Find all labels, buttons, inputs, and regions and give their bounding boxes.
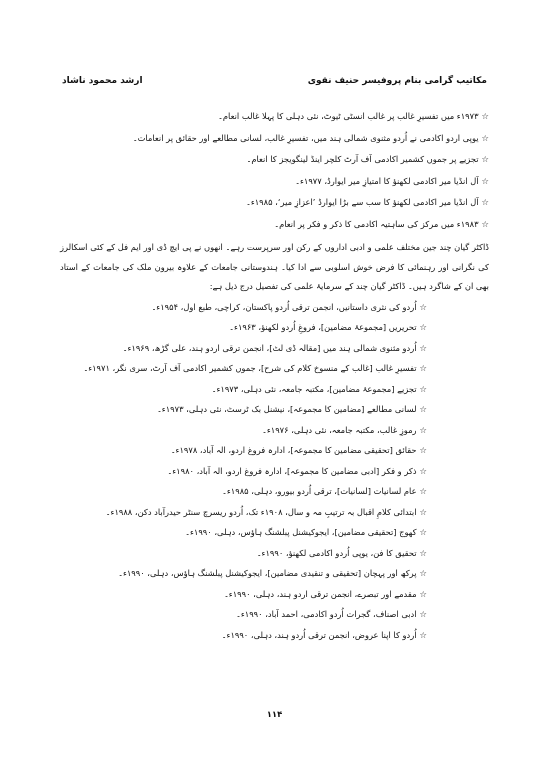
star-bullet-icon: ☆ [419,445,427,455]
running-header-author: ارشد محمود ناشاد [62,76,143,86]
list-item: ☆کھوج [تحقیقی مضامین]، ایجوکیشنل پبلشنگ ہاؤس، دہلی، ۱۹۹۰ء۔ [185,527,427,537]
works-list [60,297,489,646]
list-item: ☆ذکر و فکر [ادبی مضامین کا مجموعہ]، ادارہ فروغ اردو، الہ آباد، ۱۹۸۰ء۔ [167,465,427,476]
list-item: ☆اُردو کی نثری داستانیں، انجمن ترقی اُردو پاکستان، کراچی، طبع اول، ۱۹۵۴ء۔ [151,301,427,312]
star-bullet-icon: ☆ [419,506,427,517]
star-bullet-icon: ☆ [419,588,427,599]
list-item: ☆تحقیق کا فن، یوپی اُردو اکادمی لکھنؤ، ۱۹۹۰ء۔ [256,547,427,558]
list-item: ☆مقدمے اور تبصرے، انجمن ترقی اردو ہند، دہلی، ۱۹۹۰ء۔ [223,588,427,599]
star-bullet-icon: ☆ [419,301,427,312]
star-bullet-icon: ☆ [419,527,427,537]
list-item: ☆ادبی اصناف، گجرات اُردو اکادمی، احمد آباد، ۱۹۹۰ء۔ [235,609,427,619]
star-bullet-icon: ☆ [419,486,427,496]
star-bullet-icon: ☆ [419,404,427,414]
running-header-title: مکاتیب گرامی بنام پروفیسر حنیف نقوی [307,76,487,86]
star-bullet-icon: ☆ [419,547,427,558]
star-bullet-icon: ☆ [419,342,427,353]
list-item: ☆رموزِ غالب، مکتبہ جامعہ، نئی دہلی، ۱۹۷۶ء۔ [262,424,427,435]
list-item: ☆عام لسانیات [لسانیات]، ترقی اُردو بیورو، دہلی، ۱۹۸۵ء۔ [222,486,427,496]
list-item: ☆تحریریں [مجموعۂ مضامین]، فروغِ اُردو لکھنؤ، ۱۹۶۳ء۔ [229,322,427,332]
list-item: ☆حقائق [تحقیقی مضامین کا مجموعہ]، ادارہ فروغ اردو، الہ آباد، ۱۹۷۸ء۔ [170,445,427,455]
star-bullet-icon: ☆ [481,175,489,186]
star-bullet-icon: ☆ [481,154,489,164]
list-item: ☆آل انڈیا میر اکادمی لکھنؤ کا سب سے بڑا ایوارڈ ’اعزازِ میر‘، ۱۹۸۵ء۔ [245,197,489,207]
star-bullet-icon: ☆ [481,197,489,207]
star-bullet-icon: ☆ [419,568,427,578]
list-item: ☆یوپی اردو اکادمی نے اُردو مثنوی شمالی ہند میں، تفسیرِ غالب، لسانی مطالعے اور حقائق پر انعامات۔ [132,132,489,143]
list-item: ☆تجزیے [مجموعۂ مضامین]، مکتبہ جامعہ، نئی دہلی، ۱۹۷۳ء۔ [211,383,427,394]
list-item: ☆اُردو کا اپنا عروض، انجمن ترقی اُردو ہند، دہلی، ۱۹۹۰ء۔ [221,629,427,640]
star-bullet-icon: ☆ [481,218,489,229]
list-item: ☆ابتدائی کلامِ اقبال بہ ترتیبِ مہ و سال، ۱۹۰۸ء تک، اُردو ریسرچ سنٹر حیدرآباد دکن، ۱۹۸۸ء۔ [105,506,427,517]
list-item: ☆اُردو مثنوی شمالی ہند میں [مقالہ ڈی لٹ]، انجمن ترقی اردو ہند، علی گڑھ، ۱۹۶۹ء۔ [122,342,427,353]
star-bullet-icon: ☆ [419,424,427,435]
star-bullet-icon: ☆ [481,111,489,121]
star-bullet-icon: ☆ [419,609,427,619]
star-bullet-icon: ☆ [419,322,427,332]
star-bullet-icon: ☆ [419,465,427,476]
list-item: ☆۱۹۷۳ء میں تفسیرِ غالب پر غالب انسٹی ٹیوٹ، نئی دہلی کا پہلا غالب انعام۔ [218,111,489,121]
list-item: ☆آل انڈیا میر اکادمی لکھنؤ کا امتیازِ میر ایوارڈ، ۱۹۷۷ء۔ [295,175,489,186]
list-item: ☆تفسیرِ غالب [غالب کے منسوخ کلام کی شرح]، جموں کشمیر اکادمی آف آرٹ، سری نگر، ۱۹۷۱ء۔ [83,363,427,373]
list-item: ☆لسانی مطالعے [مضامین کا مجموعہ]، نیشنل بک ٹرسٹ، نئی دہلی، ۱۹۷۳ء۔ [156,404,427,414]
star-bullet-icon: ☆ [419,363,427,373]
awards-list [60,106,489,235]
list-item: ☆۱۹۸۳ء میں مرکز کی ساہتیہ اکادمی کا ذکر و فکر پر انعام۔ [274,218,489,229]
star-bullet-icon: ☆ [481,132,489,143]
star-bullet-icon: ☆ [419,383,427,394]
page-body [60,106,489,645]
list-item: ☆پرکھ اور پہچان [تحقیقی و تنقیدی مضامین]، ایجوکیشنل پبلشنگ ہاؤس، دہلی، ۱۹۹۰ء۔ [118,568,427,578]
list-item: ☆تجزیے پر جموں کشمیر اکادمی آف آرٹ کلچر اینڈ لینگویجز کا انعام۔ [246,154,489,164]
body-paragraph: ڈاکٹر گیان چند جین مختلف علمی و ادبی اداروں کے رکن اور سرپرست رہے۔ انھوں نے پی ایچ ڈی اور ایم فل کے کئی اسکالرز کی نگرانی اور رہنمائی کا فرض خوش اسلوبی سے ادا کیا۔ ہندوستانی جامعات کے علاوہ بیرون ملک کی جامعات کے استاد بھی ان کے شاگرد ہیں۔ ڈاکٹر گیان چند کے سرمایۂ علمی کی تفصیل درج ذیل ہے: [60,242,489,291]
star-bullet-icon: ☆ [419,629,427,640]
page-number: ۱۱۴ [266,710,283,720]
